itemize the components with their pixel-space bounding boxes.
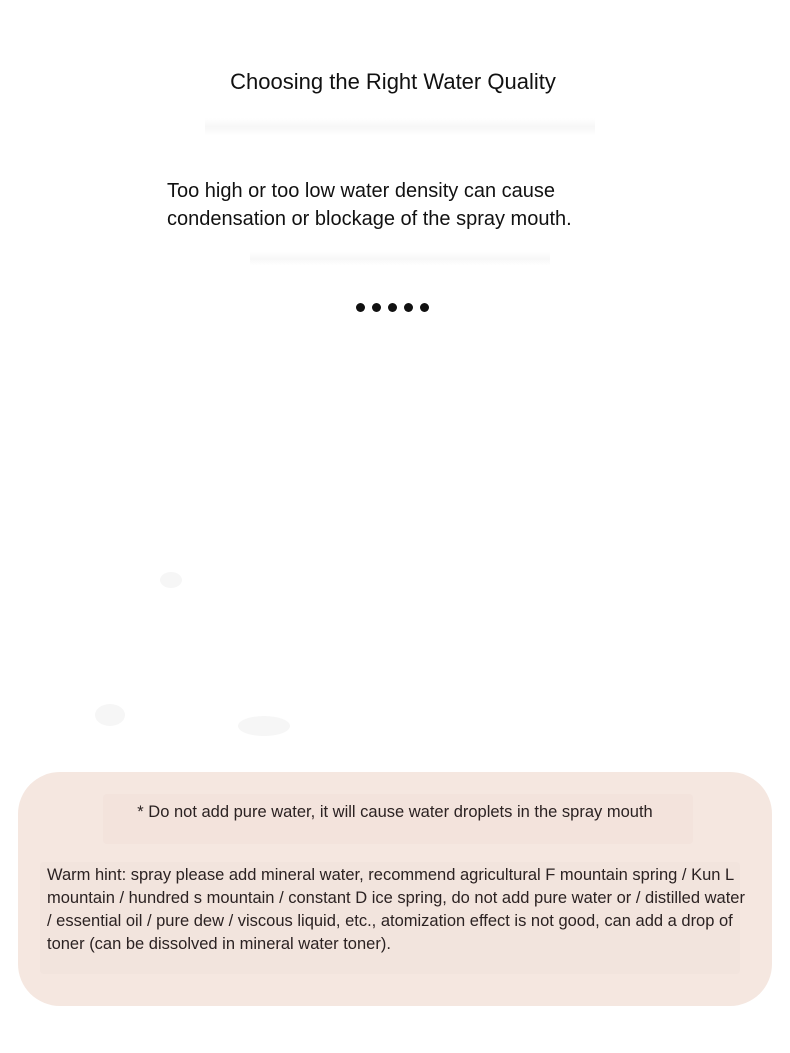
notice-card [18, 772, 772, 1006]
dot-icon [420, 303, 429, 312]
title-underlay [205, 118, 595, 136]
faint-spot [95, 704, 125, 726]
description-underlay [250, 252, 550, 266]
warning-text: * Do not add pure water, it will cause water droplets in the spray mouth [137, 803, 653, 821]
hint-text: Warm hint: spray please add mineral water, recommend agricultural F mountain spring / Kun L mountain / hundred s mountain / constant D ice spring, do not add pure water or / distilled water / essential oil / pure dew / viscous liquid, etc., atomization effect is not good, can add a drop of toner (can be dissolved in mineral water toner). [47, 866, 745, 953]
faint-spot [238, 716, 290, 736]
description-text: Too high or too low water density can cause condensation or blockage of the spray mouth. [167, 180, 572, 230]
dot-separator [356, 303, 429, 312]
dot-icon [356, 303, 365, 312]
page-title: Choosing the Right Water Quality [230, 69, 556, 94]
dot-icon [404, 303, 413, 312]
dot-icon [372, 303, 381, 312]
faint-spot [160, 572, 182, 588]
dot-icon [388, 303, 397, 312]
